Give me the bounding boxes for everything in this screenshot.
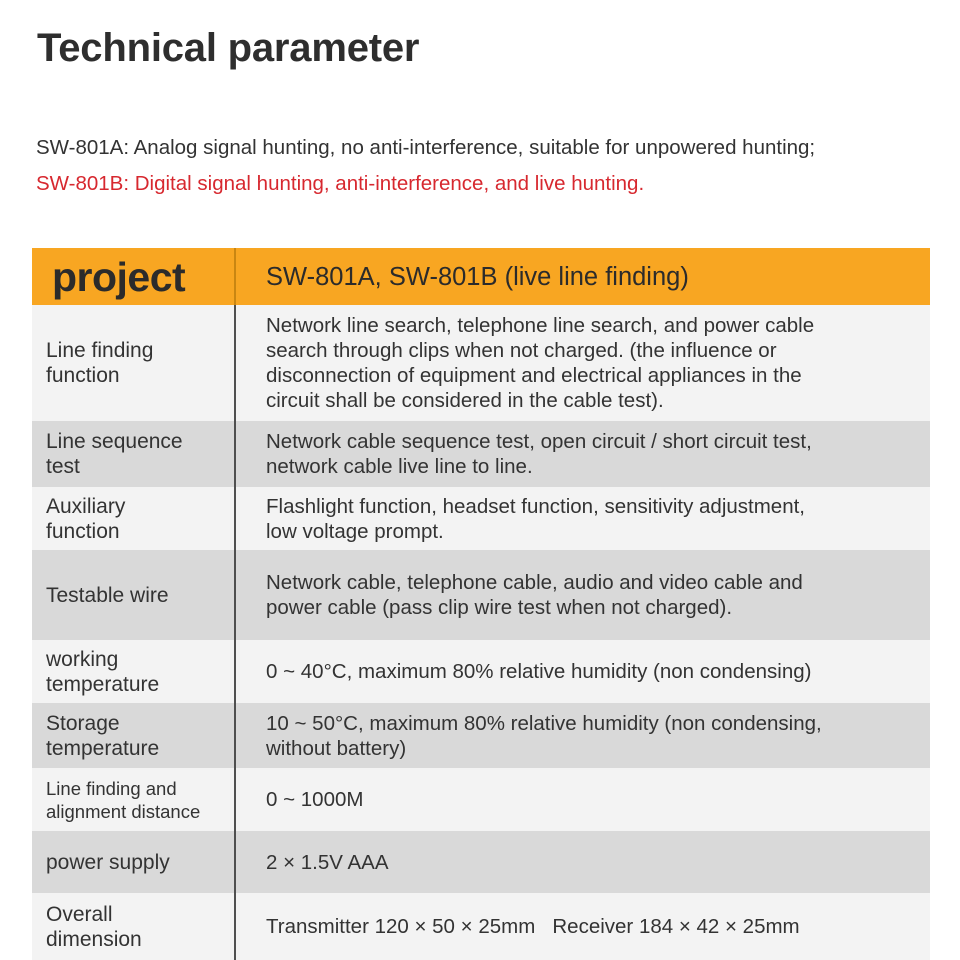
row-value: 2 × 1.5V AAA bbox=[266, 850, 389, 874]
row-value: 0 ~ 40°C, maximum 80% relative humidity (non condensing) bbox=[266, 660, 812, 683]
row-label: working temperature bbox=[46, 647, 160, 696]
row-label-cell bbox=[32, 305, 236, 421]
row-value-cell bbox=[236, 550, 930, 640]
row-value: 10 ~ 50°C, maximum 80% relative humidity (non condensing, without battery) bbox=[266, 711, 822, 760]
row-label-cell bbox=[32, 640, 236, 703]
row-label: Line finding function bbox=[46, 339, 154, 387]
row-value: Transmitter 120 × 50 × 25mm Receiver 184 × 42 × 25mm bbox=[266, 915, 800, 938]
row-label: power supply bbox=[46, 850, 170, 874]
table-row bbox=[32, 487, 930, 550]
header-project-label: project bbox=[52, 253, 186, 300]
table-row bbox=[32, 831, 930, 893]
note-sw-801a: SW-801A: Analog signal hunting, no anti-interference, suitable for unpowered hunting; bbox=[36, 136, 816, 159]
row-value: 0 ~ 1000M bbox=[266, 788, 364, 811]
note-sw-801b: SW-801B: Digital signal hunting, anti-interference, and live hunting. bbox=[36, 172, 645, 195]
table-header-row bbox=[32, 248, 930, 305]
row-value-cell bbox=[236, 421, 930, 487]
header-cell-right bbox=[236, 248, 930, 305]
row-value: Network cable, telephone cable, audio and video cable and power cable (pass clip wire test when not charged). bbox=[266, 571, 803, 619]
row-value-cell bbox=[236, 768, 930, 831]
row-label-cell bbox=[32, 703, 236, 768]
row-value-cell bbox=[236, 487, 930, 550]
row-label: Overall dimension bbox=[46, 902, 142, 951]
table-row bbox=[32, 768, 930, 831]
row-label-cell bbox=[32, 550, 236, 640]
table-row bbox=[32, 550, 930, 640]
row-label: Testable wire bbox=[46, 583, 169, 607]
row-label: Line finding and alignment distance bbox=[46, 777, 201, 822]
row-label-cell bbox=[32, 421, 236, 487]
row-value: Network cable sequence test, open circuit / short circuit test, network cable live line to line. bbox=[266, 430, 812, 478]
row-value: Flashlight function, headset function, sensitivity adjustment, low voltage prompt. bbox=[266, 494, 805, 543]
row-label-cell bbox=[32, 487, 236, 550]
table-row bbox=[32, 421, 930, 487]
table-row bbox=[32, 893, 930, 960]
row-value: Network line search, telephone line search, and power cable search through clips when not charged. (the influence or disconnection of equipment and electrical appliances in the circuit shall be considered in the cable test). bbox=[266, 314, 815, 412]
row-label-cell bbox=[32, 831, 236, 893]
page-title: Technical parameter bbox=[37, 26, 420, 70]
row-value-cell bbox=[236, 703, 930, 768]
row-value-cell bbox=[236, 305, 930, 421]
row-value-cell bbox=[236, 640, 930, 703]
row-label-cell bbox=[32, 893, 236, 960]
row-label: Auxiliary function bbox=[46, 494, 126, 543]
row-label-cell bbox=[32, 768, 236, 831]
table-row bbox=[32, 305, 930, 421]
row-label: Storage temperature bbox=[46, 711, 160, 760]
spec-table bbox=[32, 248, 930, 960]
row-label: Line sequence test bbox=[46, 430, 183, 478]
row-value-cell bbox=[236, 893, 930, 960]
row-value-cell bbox=[236, 831, 930, 893]
header-cell-left bbox=[32, 248, 236, 305]
table-row bbox=[32, 640, 930, 703]
header-model-label: SW-801A, SW-801B (live line finding) bbox=[266, 262, 689, 291]
table-row bbox=[32, 703, 930, 768]
